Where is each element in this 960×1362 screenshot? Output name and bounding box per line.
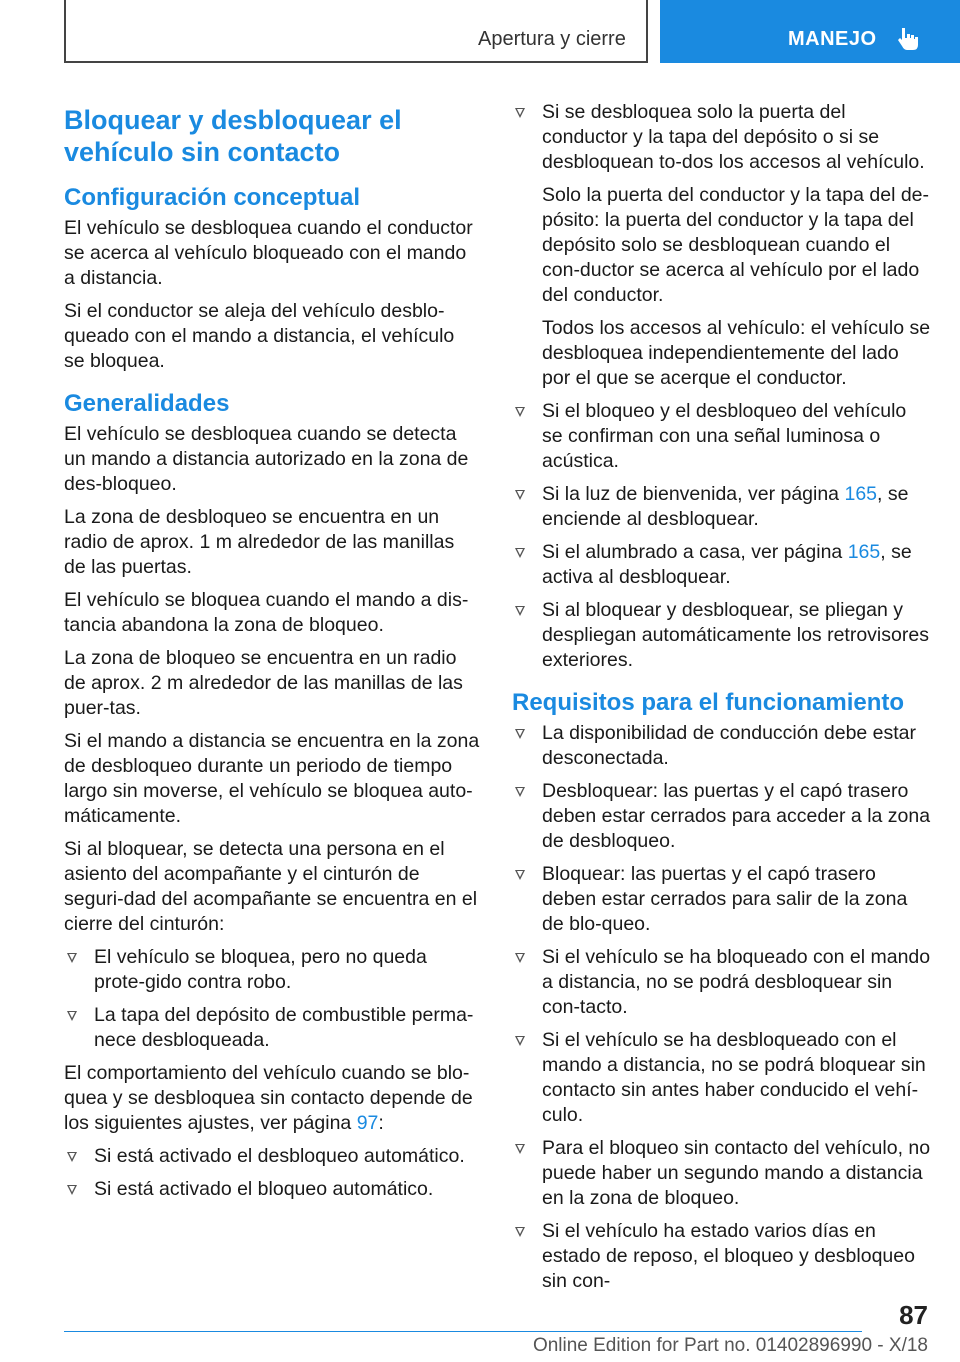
paragraph: Si el mando a distancia se encuentra en la zona de desbloqueo durante un periodo de tiempo largo sin moverse, el vehículo se bloquea auto-máticamente. xyxy=(64,730,480,827)
header-section-title: Apertura y cierre xyxy=(478,28,626,50)
right-column xyxy=(512,100,932,1302)
list-item: El vehículo se bloquea, pero no queda prote-gido contra robo. xyxy=(64,945,480,995)
list-item: Si el alumbrado a casa, ver página 165, se activa al desbloquear. xyxy=(512,540,932,590)
paragraph: El vehículo se desbloquea cuando se detecta un mando a distancia autorizado en la zona de des-bloqueo. xyxy=(64,423,469,495)
sub-paragraph: Todos los accesos al vehículo: el vehículo se desbloquea independientemente del lado por el que se acerque el conductor. xyxy=(542,317,931,389)
paragraph: El vehículo se bloquea cuando el mando a dis-tancia abandona la zona de bloqueo. xyxy=(64,589,469,636)
list-item: Si el vehículo se ha bloqueado con el mando a distancia, no se podrá desbloquear sin con-tacto. xyxy=(512,945,932,1020)
bullet-list xyxy=(64,1144,480,1202)
list-item: Si está activado el bloqueo automático. xyxy=(64,1177,480,1202)
chapter-tab[interactable] xyxy=(660,0,960,63)
page-number: 87 xyxy=(899,1300,928,1330)
triangle-bullet-icon xyxy=(515,729,525,739)
triangle-bullet-icon xyxy=(515,108,525,118)
list-item: Desbloquear: las puertas y el capó trasero deben estar cerrados para acceder a la zona de desbloqueo. xyxy=(512,779,932,854)
list-item: Bloquear: las puertas y el capó trasero deben estar cerrados para salir de la zona de blo-queo. xyxy=(512,862,932,937)
triangle-bullet-icon xyxy=(515,1036,525,1046)
triangle-bullet-icon xyxy=(515,787,525,797)
footer-edition: Online Edition for Part no. 01402896990 - X/18 xyxy=(532,1335,928,1356)
list-item: Si se desbloquea solo la puerta del conductor y la tapa del depósito o si se desbloquean to-dos los accesos al vehículo. xyxy=(512,100,932,175)
sub-paragraph: Solo la puerta del conductor y la tapa del de-pósito: la puerta del conductor y la tapa del depósito solo se desbloquean cuando el con-ductor se acerca al vehículo por el lado del conductor. xyxy=(542,184,930,306)
list-item: La disponibilidad de conducción debe estar desconectada. xyxy=(512,721,932,771)
triangle-bullet-icon xyxy=(515,1144,525,1154)
paragraph: La zona de desbloqueo se encuentra en un radio de aprox. 1 m alrededor de las manillas de las puertas. xyxy=(64,506,455,578)
list-item: Si el vehículo se ha desbloqueado con el mando a distancia, no se podrá bloquear sin contacto sin antes haber conducido el vehí-culo. xyxy=(512,1028,932,1128)
page-link[interactable]: 165 xyxy=(844,483,878,505)
list-item: Si el bloqueo y el desbloqueo del vehículo se confirman con una señal luminosa o acústica. xyxy=(512,399,932,474)
triangle-bullet-icon xyxy=(515,490,525,500)
triangle-bullet-icon xyxy=(67,1185,77,1195)
list-item: Si la luz de bienvenida, ver página 165, se enciende al desbloquear. xyxy=(512,482,932,532)
triangle-bullet-icon xyxy=(67,1011,77,1021)
paragraph: El comportamiento del vehículo cuando se blo-quea y se desbloquea sin contacto depende de los siguientes ajustes, ver página 97: xyxy=(64,1062,473,1134)
heading-requisitos: Requisitos para el funcionamiento xyxy=(512,689,905,716)
triangle-bullet-icon xyxy=(515,953,525,963)
list-item: Si al bloquear y desbloquear, se pliegan y despliegan automáticamente los retrovisores exteriores. xyxy=(512,598,932,673)
bullet-list xyxy=(64,945,480,1053)
triangle-bullet-icon xyxy=(67,953,77,963)
list-item: La tapa del depósito de combustible perma-nece desbloqueada. xyxy=(64,1003,480,1053)
bullet-list xyxy=(512,100,932,175)
page-title: Bloquear y desbloquear el vehículo sin contacto xyxy=(64,105,402,167)
paragraph: La zona de bloqueo se encuentra en un radio de aprox. 2 m alrededor de las manillas de las puer-tas. xyxy=(64,647,463,719)
bullet-list xyxy=(512,721,932,1294)
left-column xyxy=(64,100,480,1210)
triangle-bullet-icon xyxy=(515,1227,525,1237)
list-item: Si el vehículo ha estado varios días en estado de reposo, el bloqueo y desbloqueo sin con- xyxy=(512,1219,932,1294)
triangle-bullet-icon xyxy=(515,870,525,880)
bullet-list xyxy=(512,399,932,673)
paragraph: Si el conductor se aleja del vehículo desblo-queado con el mando a distancia, el vehículo se bloquea. xyxy=(64,300,455,372)
page-link[interactable]: 165 xyxy=(847,541,881,563)
paragraph: El vehículo se desbloquea cuando el conductor se acerca al vehículo bloqueado con el mando a distancia. xyxy=(64,217,473,289)
triangle-bullet-icon xyxy=(515,606,525,616)
paragraph: Si al bloquear, se detecta una persona en el asiento del acompañante y el cinturón de seguri-dad del acompañante se encuentra en el cierre del cinturón: xyxy=(64,838,478,935)
heading-generalidades: Generalidades xyxy=(64,390,230,417)
chapter-tab-label: MANEJO xyxy=(788,28,877,50)
heading-configuracion: Configuración conceptual xyxy=(64,184,361,211)
triangle-bullet-icon xyxy=(67,1152,77,1162)
list-item: Para el bloqueo sin contacto del vehículo, no puede haber un segundo mando a distancia en la zona de bloqueo. xyxy=(512,1136,932,1211)
list-item: Si está activado el desbloqueo automático. xyxy=(64,1144,480,1169)
hand-pointer-icon xyxy=(896,24,924,52)
page-link[interactable]: 97 xyxy=(356,1112,379,1134)
triangle-bullet-icon xyxy=(515,548,525,558)
triangle-bullet-icon xyxy=(515,407,525,417)
footer-divider xyxy=(64,1331,862,1332)
